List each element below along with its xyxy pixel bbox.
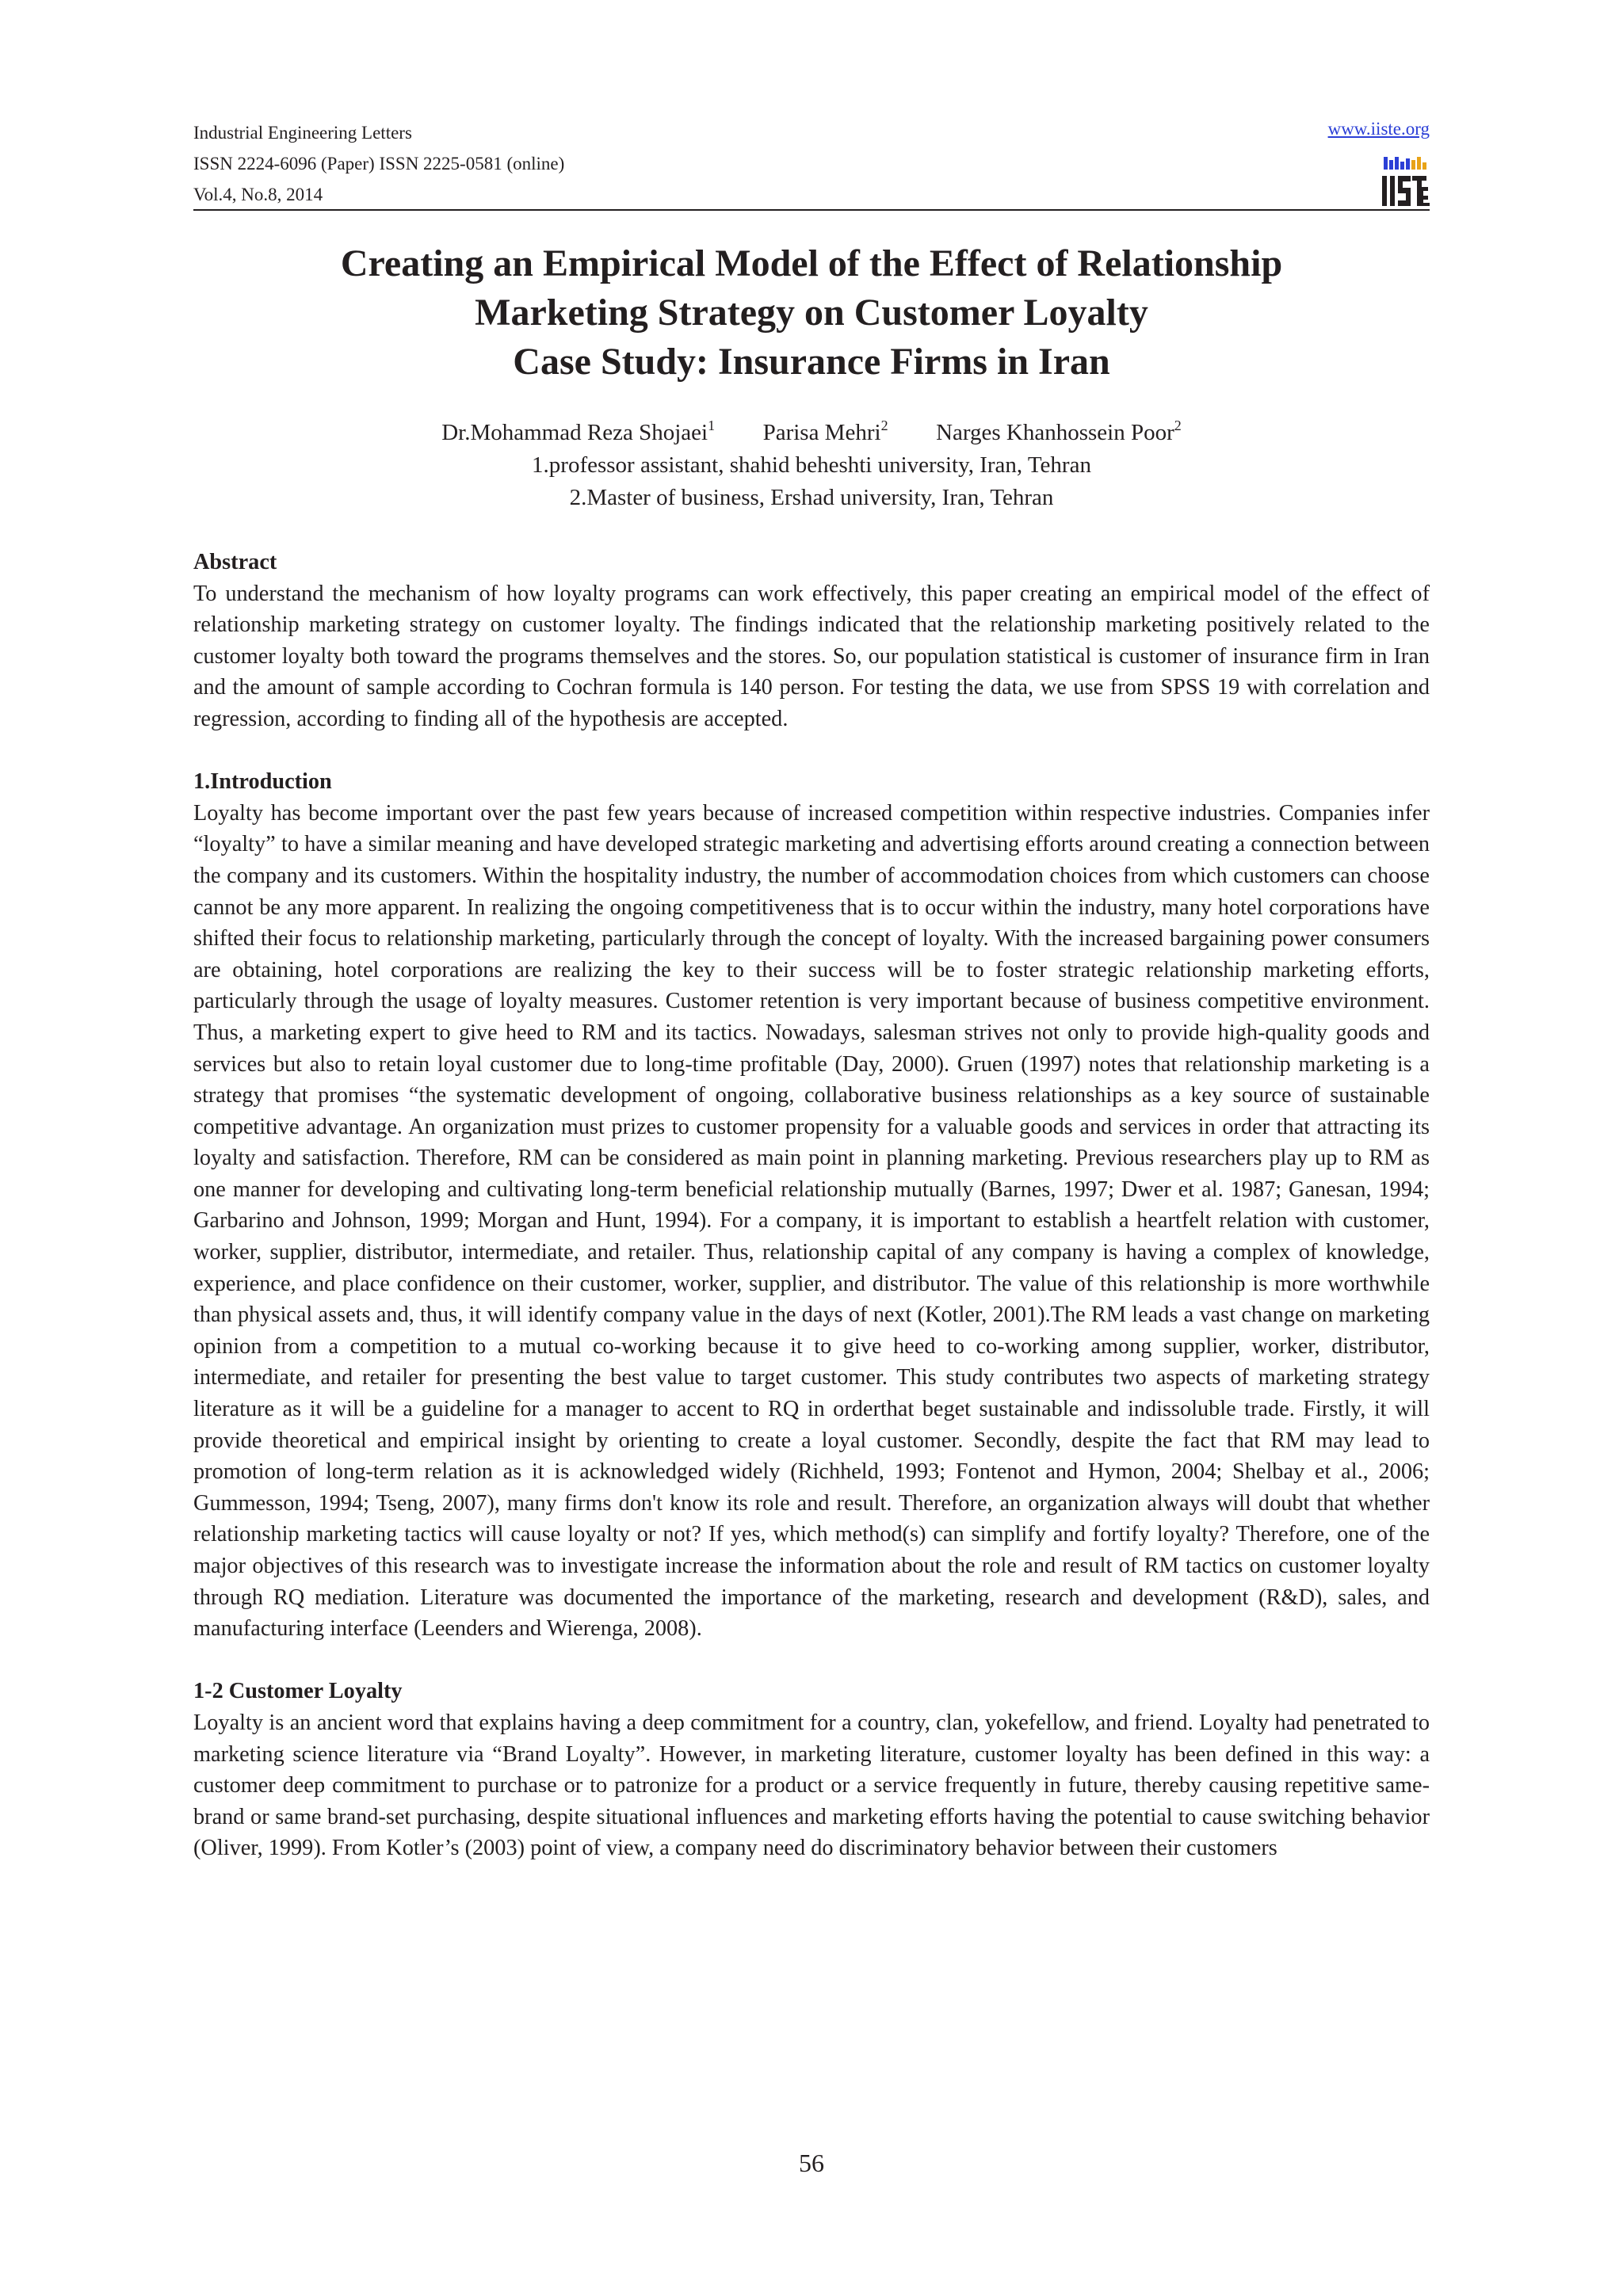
header-right xyxy=(1328,117,1430,211)
customer-loyalty-heading: 1-2 Customer Loyalty xyxy=(193,1679,403,1704)
paper-title xyxy=(193,239,1430,387)
author-block xyxy=(193,417,1430,514)
page-number: 56 xyxy=(799,2149,824,2177)
title-line-3: Case Study: Insurance Firms in Iran xyxy=(513,341,1110,383)
header-rule xyxy=(193,209,1430,211)
title-line-2: Marketing Strategy on Customer Loyalty xyxy=(475,292,1148,334)
iiste-logo xyxy=(1379,155,1430,211)
introduction-heading: 1.Introduction xyxy=(193,769,332,795)
author-3: Narges Khanhossein Poor xyxy=(936,420,1174,445)
paper-body xyxy=(193,547,1430,1864)
journal-header xyxy=(193,117,564,210)
abstract-heading: Abstract xyxy=(193,550,277,574)
abstract-text: To understand the mechanism of how loyalty programs can work effectively, this paper creating an empirical model of the effect of relationship marketing strategy on customer loyalty. The findings indicated that the relationship marketing positively related to the customer loyalty both toward the programs themselves and the stores. So, our population statistical is customer of insurance firm in Iran and the amount of sample according to Cochran formula is 140 person. For testing the data, we use from SPSS 19 with correlation and regression, according to finding all of the hypothesis are accepted. xyxy=(193,581,1430,731)
customer-loyalty-text: Loyalty is an ancient word that explains having a deep commitment for a country, clan, yokefellow, and friend. Loyalty had penetrated to marketing science literature via “Brand Loyalty”. However, in marketing literature, customer loyalty has been defined in this way: a customer deep commitment to purchase or to patronize for a product or a service frequently in future, thereby causing repetitive same-brand or same brand-set purchasing, despite situational influences and marketing efforts having the potential to cause switching behavior (Oliver, 1999). From Kotler’s (2003) point of view, a company need do discriminatory behavior between their customers xyxy=(193,1710,1430,1861)
author-2: Parisa Mehri xyxy=(762,420,881,445)
journal-volume: Vol.4, No.8, 2014 xyxy=(193,185,323,204)
website-link[interactable]: www.iiste.org xyxy=(1327,119,1430,139)
affiliation-2: 2.Master of business, Ershad university, Iran, Tehran xyxy=(569,485,1054,510)
author-1-affiliation-mark: 1 xyxy=(708,418,716,433)
author-1: Dr.Mohammad Reza Shojaei xyxy=(441,420,708,445)
journal-name: Industrial Engineering Letters xyxy=(193,123,412,143)
affiliation-1: 1.professor assistant, shahid beheshti university, Iran, Tehran xyxy=(532,452,1091,478)
author-names xyxy=(193,417,1430,449)
title-line-1: Creating an Empirical Model of the Effect of Relationship xyxy=(340,242,1283,284)
introduction-text: Loyalty has become important over the past few years because of increased competition within respective industries. Companies infer “loyalty” to have a similar meaning and have developed strategic marketing and advertising efforts around creating a connection between the company and its customers. Within the hospitality industry, the number of accommodation choices from which customers can choose cannot be any more apparent. In realizing the ongoing competitiveness that is to occur within the industry, many hotel corporations have shifted their focus to relationship marketing, particularly through the concept of loyalty. With the increased bargaining power consumers are obtaining, hotel corporations are realizing the key to their success will be to foster strategic relationship marketing efforts, particularly through the usage of loyalty measures. Customer retention is very important because of business competitive environment. Thus, a marketing expert to give heed to RM and its tactics. Nowadays, salesman strives not only to provide high-quality goods and services but also to retain loyal customer due to long-time profitable (Day, 2000). Gruen (1997) notes that relationship marketing is a strategy that promises “the systematic development of ongoing, collaborative business relationships as a key source of sustainable competitive advantage. An organization must prizes to customer propensity for a valuable goods and services in order that attracting its loyalty and satisfaction. Therefore, RM can be considered as main point in planning marketing. Previous researchers play up to RM as one manner for developing and cultivating long-term beneficial relationship mutually (Barnes, 1997; Dwer et al. 1987; Ganesan, 1994; Garbarino and Johnson, 1999; Morgan and Hunt, 1994). For a company, it is important to establish a heartfelt relation with customer, worker, supplier, distributor, intermediate, and retailer. Thus, relationship capital of any company is having a complex of knowledge, experience, and place confidence on their customer, worker, supplier, and distributor. The value of this relationship is more worthwhile than physical assets and, thus, it will identify company value in the days of next (Kotler, 2001).The RM leads a vast change on marketing opinion from a competition to a mutual co-working because it to give heed to co-working among supplier, worker, distributor, intermediate, and retailer for presenting the best value to target customer. This study contributes two aspects of marketing strategy literature as it will be a guideline for a manager to accent to RQ in orderthat beget sustainable and indissoluble trade. Firstly, it will provide theoretical and empirical insight by orienting to create a loyal customer. Secondly, despite the fact that RM may lead to promotion of long-term relation as it is acknowledged widely (Richheld, 1993; Fontenot and Hymon, 2004; Shelbay et al., 2006; Gummesson, 1994; Tseng, 2007), many firms don't know its role and result. Therefore, an organization always will doubt that whether relationship marketing tactics will cause loyalty or not? If yes, which method(s) can simplify and fortify loyalty? Therefore, one of the major objectives of this research was to investigate increase the information about the role and result of RM tactics on customer loyalty through RQ mediation. Literature was documented the importance of the marketing, research and development (R&D), sales, and manufacturing interface (Leenders and Wierenga, 2008). xyxy=(193,800,1430,1642)
author-2-affiliation-mark: 2 xyxy=(880,418,888,433)
author-3-affiliation-mark: 2 xyxy=(1174,418,1182,433)
journal-issn: ISSN 2224-6096 (Paper) ISSN 2225-0581 (online) xyxy=(193,154,565,174)
